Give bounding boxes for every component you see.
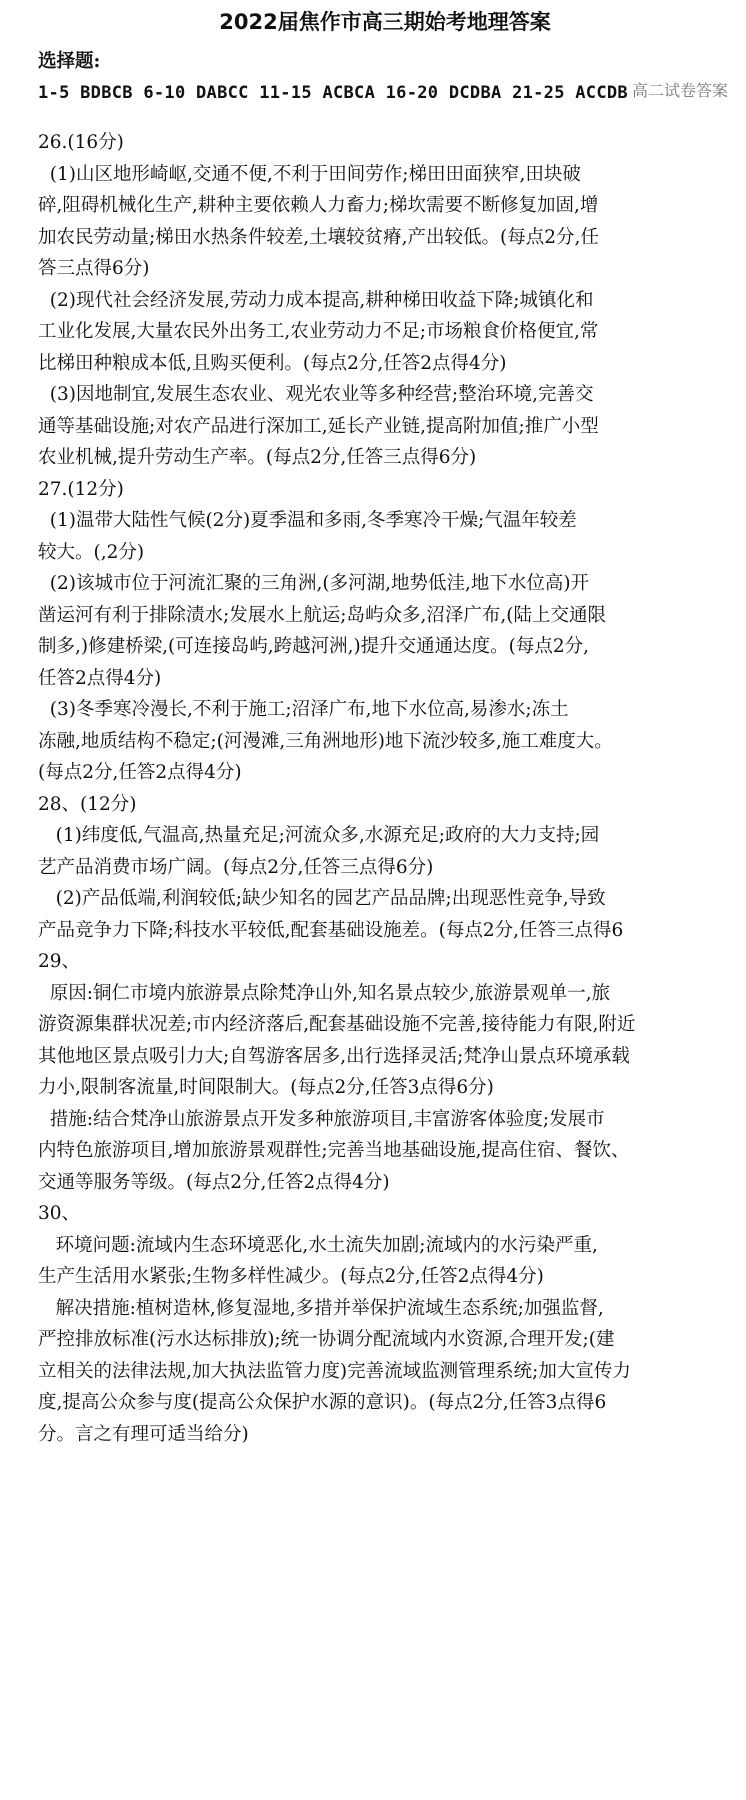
- question-heading: 30、: [38, 1203, 81, 1224]
- answer-line: (3)因地制宜,发展生态农业、观光农业等多种经营;整治环境,完善交: [38, 384, 594, 405]
- answer-line: 任答2点得4分): [38, 667, 162, 689]
- answer-line: 冻融,地质结构不稳定;(河漫滩,三角洲地形)地下流沙较多,施工难度大。: [38, 730, 613, 752]
- answer-line: 凿运河有利于排除渍水;发展水上航运;岛屿众多,沼泽广布,(陆上交通限: [38, 604, 606, 626]
- answer-line: 碎,阻碍机械化生产,耕种主要依赖人力畜力;梯坎需要不断修复加固,增: [38, 195, 599, 216]
- answer-line: (1)纬度低,气温高,热量充足;河流众多,水源充足;政府的大力支持;园: [38, 825, 600, 846]
- question-heading: 28、(12分): [38, 793, 137, 815]
- answer-line: 分。言之有理可适当给分): [38, 1423, 249, 1445]
- choice-answers: 1-5 BDBCB 6-10 DABCC 11-15 ACBCA 16-20 DCDBA 21-25 ACCDB: [38, 82, 628, 103]
- choice-heading: 选择题:: [38, 51, 101, 72]
- answer-line: 游资源集群状况差;市内经济落后,配套基础设施不完善,接待能力有限,附近: [38, 1014, 636, 1035]
- answer-line: 加农民劳动量;梯田水热条件较差,土壤较贫瘠,产出较低。(每点2分,任: [38, 226, 599, 248]
- answer-line: 农业机械,提升劳动生产率。(每点2分,任答三点得6分): [38, 447, 477, 468]
- answer-line: 答三点得6分): [38, 258, 150, 279]
- watermark-text: 高二试卷答案: [631, 81, 728, 100]
- answer-line: 力小,限制客流量,时间限制大。(每点2分,任答3点得6分): [38, 1077, 494, 1098]
- answer-line: 其他地区景点吸引力大;自驾游客居多,出行选择灵活;梵净山景点环境承载: [38, 1045, 630, 1067]
- answer-line: 生产生活用水紧张;生物多样性减少。(每点2分,任答2点得4分): [38, 1266, 544, 1287]
- answer-line: (每点2分,任答2点得4分): [38, 762, 242, 783]
- answer-line: 通等基础设施;对农产品进行深加工,延长产业链,提高附加值;推广小型: [38, 415, 599, 437]
- answer-line: (2)产品低端,利润较低;缺少知名的园艺产品品牌;出现恶性竞争,导致: [38, 888, 606, 909]
- answer-line: 严控排放标准(污水达标排放);统一协调分配流域内水资源,合理开发;(建: [38, 1329, 615, 1350]
- question-heading: 27.(12分): [38, 478, 124, 500]
- answer-line: 工业化发展,大量农民外出务工,农业劳动力不足;市场粮食价格便宜,常: [38, 321, 599, 342]
- answer-line: 解决措施:植树造林,修复湿地,多措并举保护流域生态系统;加强监督,: [38, 1297, 604, 1319]
- answer-line: (2)现代社会经济发展,劳动力成本提高,耕种梯田收益下降;城镇化和: [38, 289, 594, 311]
- answer-line: 内特色旅游项目,增加旅游景观群性;完善当地基础设施,提高住宿、餐饮、: [38, 1140, 630, 1161]
- answer-line: 较大。(,2分): [38, 541, 145, 563]
- answer-line: 立相关的法律法规,加大执法监管力度)完善流域监测管理系统;加大宣传力: [38, 1360, 631, 1382]
- answer-line: 措施:结合梵净山旅游景点开发多种旅游项目,丰富游客体验度;发展市: [38, 1108, 605, 1130]
- answer-line: 环境问题:流域内生态环境恶化,水土流失加剧;流域内的水污染严重,: [38, 1234, 598, 1256]
- answer-line: 产品竞争力下降;科技水平较低,配套基础设施差。(每点2分,任答三点得6: [38, 919, 624, 941]
- answer-line: 制多,)修建桥梁,(可连接岛屿,跨越河洲,)提升交通通达度。(每点2分,: [38, 636, 590, 657]
- answer-line: 交通等服务等级。(每点2分,任答2点得4分): [38, 1171, 390, 1193]
- answer-line: 原因:铜仁市境内旅游景点除梵净山外,知名景点较少,旅游景观单一,旅: [38, 982, 611, 1004]
- answer-line: (2)该城市位于河流汇聚的三角洲,(多河湖,地势低洼,地下水位高)开: [38, 573, 590, 594]
- answer-line: (1)温带大陆性气候(2分)夏季温和多雨,冬季寒冷干燥;气温年较差: [38, 510, 577, 531]
- answer-line: 艺产品消费市场广阔。(每点2分,任答三点得6分): [38, 856, 434, 878]
- answer-line: (1)山区地形崎岖,交通不便,不利于田间劳作;梯田田面狭窄,田块破: [38, 163, 581, 185]
- answer-line: (3)冬季寒冷漫长,不利于施工;沼泽广布,地下水位高,易渗水;冻土: [38, 699, 569, 720]
- question-heading: 29、: [38, 951, 81, 972]
- answer-body: [38, 127, 732, 1450]
- answer-line: 比梯田种粮成本低,且购买便利。(每点2分,任答2点得4分): [38, 352, 507, 374]
- question-heading: 26.(16分): [38, 132, 124, 153]
- document-title: 2022届焦作市高三期始考地理答案: [219, 10, 551, 34]
- answer-line: 度,提高公众参与度(提高公众保护水源的意识)。(每点2分,任答3点得6: [38, 1392, 607, 1413]
